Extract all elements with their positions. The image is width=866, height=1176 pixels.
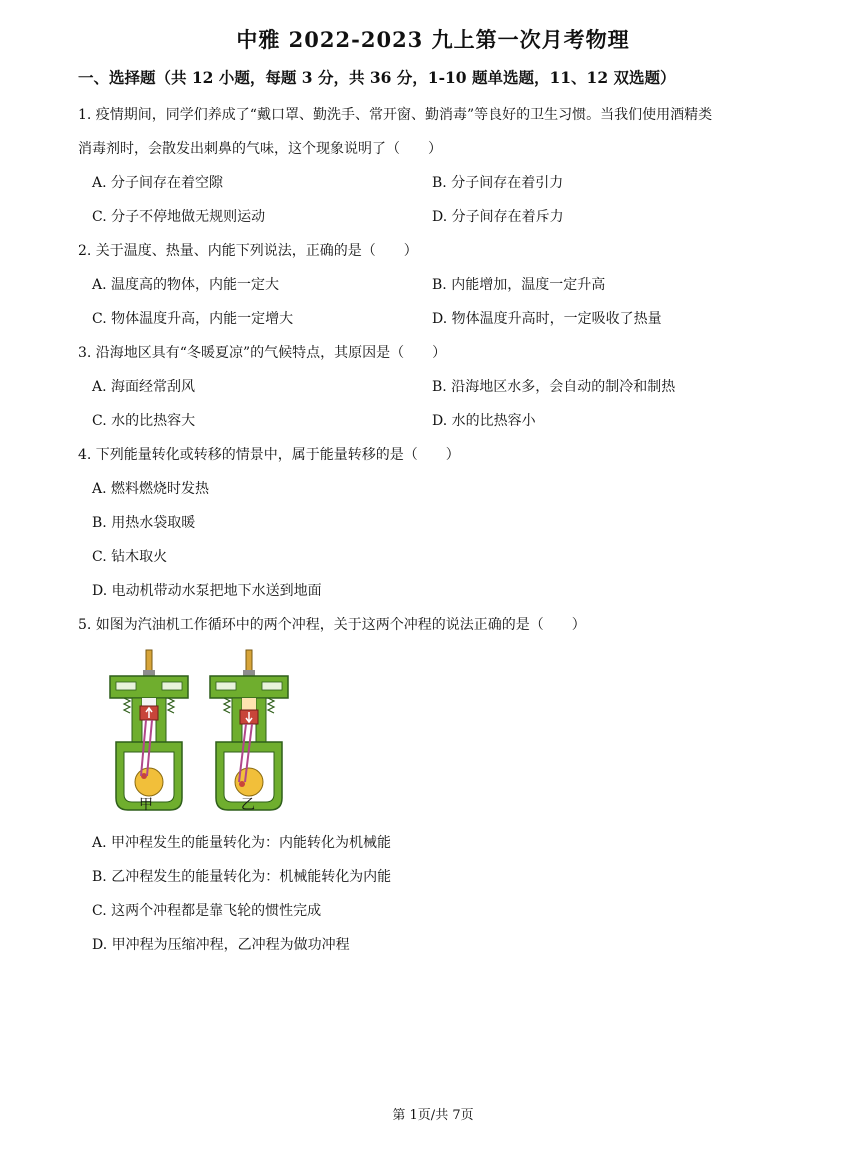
- question-1-stem-line-1: 1. 疫情期间，同学们养成了“戴口罩、勤洗手、常开窗、勤消毒”等良好的卫生习惯。当我们使用酒精类: [78, 107, 713, 123]
- question-2-option-b: B. 内能增加，温度一定升高: [432, 277, 606, 293]
- question-2-option-c: C. 物体温度升高，内能一定增大: [92, 311, 294, 327]
- question-2-option-a: A. 温度高的物体，内能一定大: [92, 277, 280, 293]
- figure-label-yi: 乙: [241, 797, 255, 813]
- question-1-option-b: B. 分子间存在着引力: [432, 175, 564, 191]
- question-4-stem: 4. 下列能量转化或转移的情景中，属于能量转移的是（ ）: [78, 447, 460, 463]
- question-5-option-b: B. 乙冲程发生的能量转化为：机械能转化为内能: [92, 869, 392, 885]
- engine-yi-diagram: [210, 650, 288, 810]
- question-1-option-a: A. 分子间存在着空隙: [92, 175, 224, 191]
- question-5-option-c: C. 这两个冲程都是靠飞轮的惯性完成: [92, 903, 322, 919]
- question-5-stem: 5. 如图为汽油机工作循环中的两个冲程，关于这两个冲程的说法正确的是（ ）: [78, 617, 586, 633]
- question-1-stem-line-2: 消毒剂时，会散发出刺鼻的气味，这个现象说明了（ ）: [78, 141, 442, 157]
- page-title: 中雅 2022-2023 九上第一次月考物理: [236, 27, 630, 52]
- question-2-option-d: D. 物体温度升高时，一定吸收了热量: [432, 311, 662, 327]
- question-3-option-a: A. 海面经常刮风: [92, 379, 196, 395]
- question-4-option-d: D. 电动机带动水泵把地下水送到地面: [92, 583, 322, 599]
- question-2-stem: 2. 关于温度、热量、内能下列说法，正确的是（ ）: [78, 243, 418, 259]
- question-3-option-b: B. 沿海地区水多，会自动的制冷和制热: [432, 379, 676, 395]
- question-5-option-d: D. 甲冲程为压缩冲程，乙冲程为做功冲程: [92, 937, 350, 953]
- question-4-option-c: C. 钻木取火: [92, 549, 168, 565]
- question-4-option-a: A. 燃料燃烧时发热: [92, 481, 210, 497]
- question-3-stem: 3. 沿海地区具有“冬暖夏凉”的气候特点，其原因是（ ）: [78, 345, 447, 361]
- page-footer: 第 1页/共 7页: [392, 1108, 474, 1123]
- question-1-option-c: C. 分子不停地做无规则运动: [92, 209, 266, 225]
- engine-jia-diagram: [110, 650, 188, 810]
- engine-strokes-figure: [100, 648, 300, 824]
- question-5-option-a: A. 甲冲程发生的能量转化为：内能转化为机械能: [92, 835, 392, 851]
- question-4-option-b: B. 用热水袋取暖: [92, 515, 196, 531]
- figure-label-jia: 甲: [139, 797, 153, 813]
- question-1-option-d: D. 分子间存在着斥力: [432, 209, 564, 225]
- question-3-option-c: C. 水的比热容大: [92, 413, 196, 429]
- question-3-option-d: D. 水的比热容小: [432, 413, 536, 429]
- section-heading: 一、选择题（共 12 小题，每题 3 分，共 36 分，1-10 题单选题，11、12 双选题）: [78, 68, 676, 87]
